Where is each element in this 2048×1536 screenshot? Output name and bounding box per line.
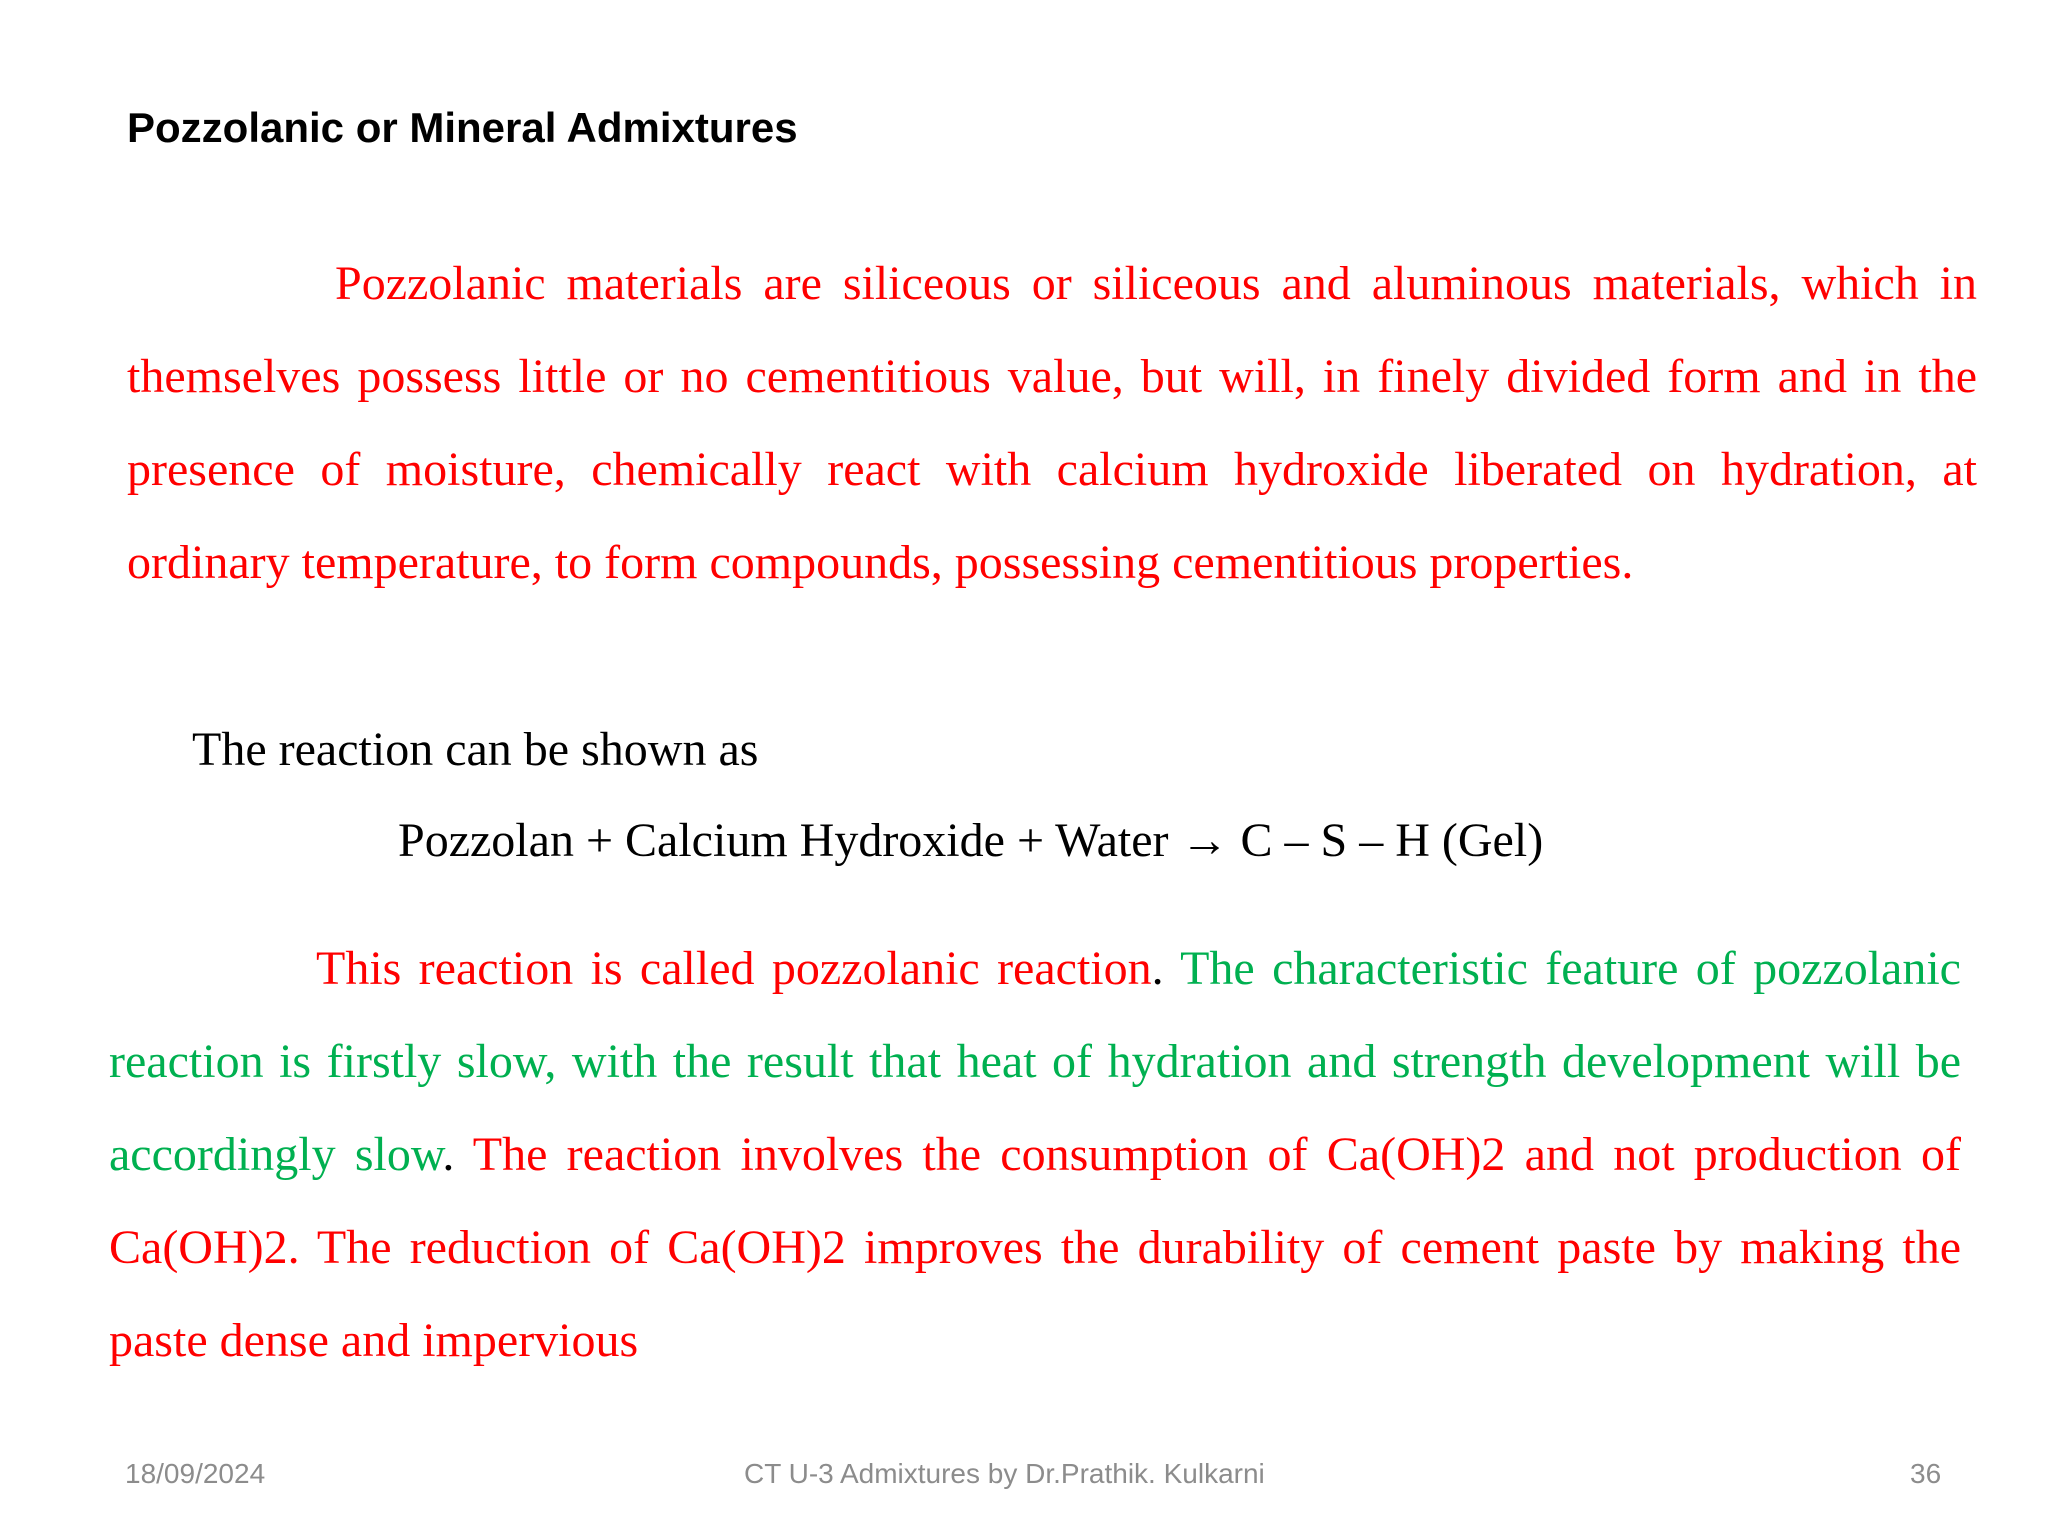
explanation-period-2: . (442, 1128, 473, 1181)
footer-title: CT U-3 Admixtures by Dr.Prathik. Kulkarni (744, 1458, 1265, 1489)
page-number: 36 (1910, 1458, 1942, 1489)
reaction-intro: The reaction can be shown as (192, 723, 759, 776)
explanation-sentence-1: This reaction is called pozzolanic reaction (316, 942, 1152, 995)
footer-date: 18/09/2024 (125, 1458, 266, 1489)
explanation-paragraph (109, 922, 1961, 1387)
explanation-period-1: . (1151, 942, 1181, 995)
definition-text: Pozzolanic materials are siliceous or siliceous and aluminous materials, which in themselves possess little or no cementitious value, but will, in finely divided form and in the presence of moisture, chemically react with calcium hydroxide liberated on hydration, at ordinary temperature, to form compounds, possessing cementitious properties. (127, 257, 1977, 589)
explanation-sentence-3: The reaction involves the consumption of Ca(OH)2 and not production of Ca(OH)2. The reduction of Ca(OH)2 improves the durability of cement paste by making the paste dense and impervious (109, 1128, 1961, 1367)
slide-title: Pozzolanic or Mineral Admixtures (127, 104, 798, 151)
explanation-sentence-2: The characteristic feature of pozzolanic reaction is firstly slow, with the result that heat of hydration and strength development will be accordingly slow (109, 942, 1961, 1181)
reaction-equation: Pozzolan + Calcium Hydroxide + Water → C – S – H (Gel) (398, 814, 1544, 867)
definition-paragraph (127, 237, 1977, 609)
